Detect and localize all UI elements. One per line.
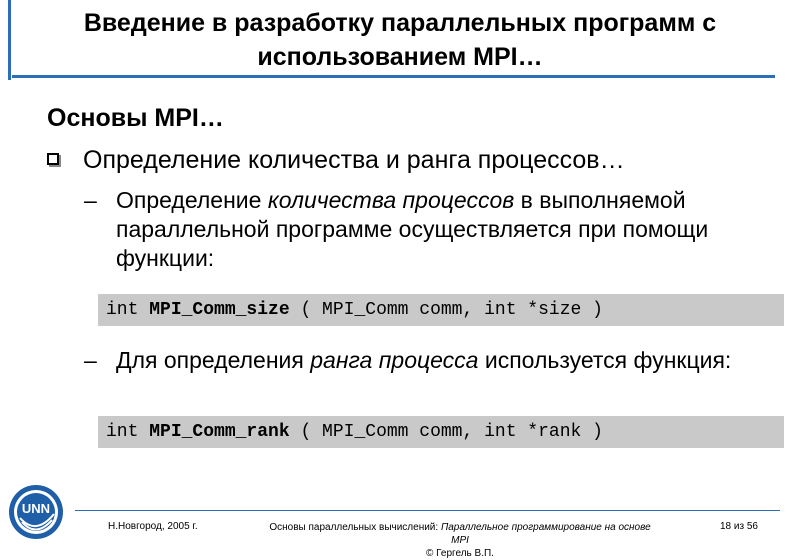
title-line-2: использованием MPI… [257, 43, 543, 71]
footer-course-em2: MPI [451, 535, 469, 546]
bullet-text: Определение количества и ранга процессов… [83, 146, 625, 174]
title-accent-bar [8, 0, 11, 80]
page-total: 56 [746, 521, 758, 532]
footer-location-date: Н.Новгород, 2005 г. [108, 521, 198, 532]
page-counter [720, 521, 758, 532]
code1-function: MPI_Comm_size [149, 300, 290, 320]
title-divider [12, 75, 775, 78]
page-separator: из [731, 521, 747, 532]
code2-post: ( MPI_Comm comm, int *rank ) [289, 422, 603, 442]
sub1-post: в выполняемой параллельной программе осуществляется при помощи функции: [116, 187, 709, 271]
footer-copyright: © Гергель В.П. [426, 548, 494, 559]
footer-course-plain: Основы параллельных вычислений: [269, 522, 441, 533]
bullet-item [47, 146, 625, 175]
sub2-pre: Для определения [116, 347, 311, 373]
dash-marker: – [84, 187, 97, 213]
sub-item-1-text [84, 186, 764, 273]
title-line-1: Введение в разработку параллельных программ с [83, 9, 717, 37]
sub1-emphasis: количества процессов [267, 187, 515, 213]
logo-text: UNN [21, 501, 51, 516]
dash-marker: – [84, 347, 97, 373]
footer-course-title [250, 521, 670, 560]
code-block-comm-size [98, 294, 784, 326]
code1-pre: int [106, 300, 150, 320]
sub-item-2 [84, 346, 764, 375]
footer-divider [75, 510, 780, 511]
sub-item-2-text [84, 346, 764, 375]
code2-function: MPI_Comm_rank [149, 422, 290, 442]
unn-logo-icon [8, 484, 64, 540]
sub1-pre: Определение [116, 187, 268, 213]
sub-item-1 [84, 186, 764, 273]
square-bullet-icon [47, 153, 59, 165]
code2-pre: int [106, 422, 150, 442]
sub2-post: используется функция: [478, 347, 732, 373]
footer-course-em: Параллельное программирование на основе [440, 522, 651, 533]
slide-title [20, 6, 780, 74]
code1-post: ( MPI_Comm comm, int *size ) [289, 300, 603, 320]
sub2-emphasis: ранга процесса [310, 347, 479, 373]
page-number: 18 [720, 521, 732, 532]
section-heading: Основы MPI… [47, 104, 224, 132]
code-block-comm-rank [98, 416, 784, 448]
